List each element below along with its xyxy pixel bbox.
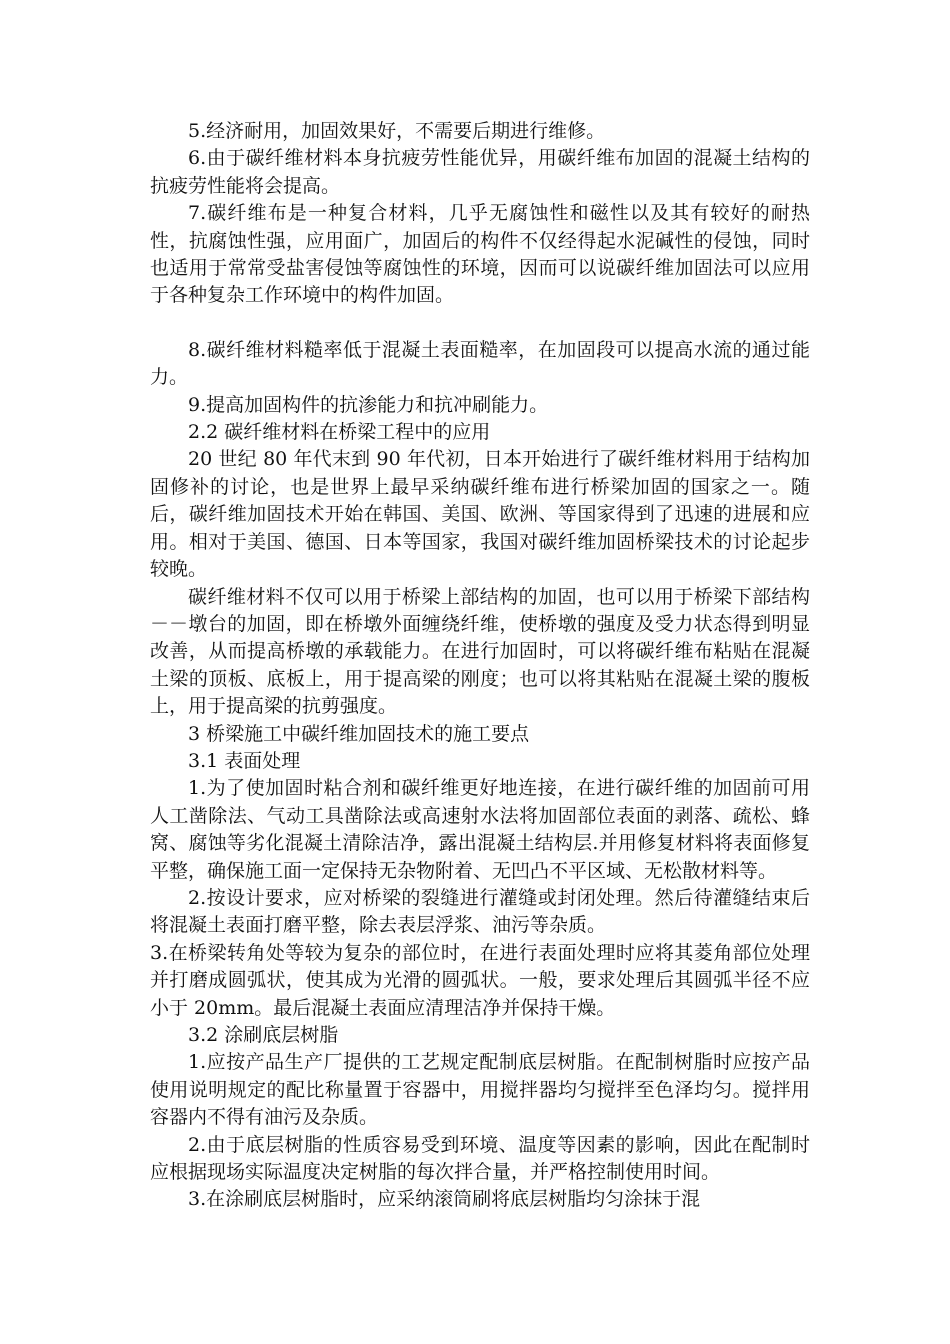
paragraph-resin-2: 2.由于底层树脂的性质容易受到环境、温度等因素的影响，因此在配制时应根据现场实际温度决定树脂的每次拌合量，并严格控制使用时间。 [150, 1133, 810, 1184]
section-heading-3: 3 桥梁施工中碳纤维加固技术的施工要点 [188, 722, 530, 745]
paragraph-resin-3: 3.在涂刷底层树脂时，应采纳滚筒刷将底层树脂均匀涂抹于混 [188, 1188, 701, 1211]
paragraph-surface-3: 3.在桥梁转角处等较为复杂的部位时，在进行表面处理时应将其菱角部位处理并打磨成圆弧状，使其成为光滑的圆弧状。一般，要求处理后其圆弧半径不应小于 20mm。最后混凝土表面应清理洁净并保持干燥。 [150, 941, 810, 1019]
paragraph-spacer [150, 310, 810, 337]
paragraph-surface-2: 2.按设计要求，应对桥梁的裂缝进行灌缝或封闭处理。然后待灌缝结束后将混凝土表面打磨平整，除去表层浮浆、油污等杂质。 [150, 886, 810, 937]
paragraph-surface-1: 1.为了使加固时粘合剂和碳纤维更好地连接，在进行碳纤维的加固前可用人工凿除法、气动工具凿除法或高速射水法将加固部位表面的剥落、疏松、蜂窝、腐蚀等劣化混凝土清除洁净，露出混凝土结构层.并用修复材料将表面修复平整，确保施工面一定保持无杂物附着、无凹凸不平区域、无松散材料等。 [150, 777, 810, 882]
paragraph-resin-1: 1.应按产品生产厂提供的工艺规定配制底层树脂。在配制树脂时应按产品使用说明规定的配比称量置于容器中，用搅拌器均匀搅拌至色泽均匀。搅拌用容器内不得有油污及杂质。 [150, 1051, 810, 1129]
paragraph-item-9: 9.提高加固构件的抗渗能力和抗冲刷能力。 [188, 393, 549, 416]
paragraph-item-7: 7.碳纤维布是一种复合材料，几乎无腐蚀性和磁性以及其有较好的耐热性，抗腐蚀性强，应用面广，加固后的构件不仅经得起水泥碱性的侵蚀，同时也适用于常常受盐害侵蚀等腐蚀性的环境，因而可以说碳纤维加固法可以应用于各种复杂工作环境中的构件加固。 [150, 202, 810, 307]
section-heading-2-2: 2.2 碳纤维材料在桥梁工程中的应用 [188, 421, 491, 444]
document-body [150, 118, 810, 1214]
paragraph-item-6: 6.由于碳纤维材料本身抗疲劳性能优异，用碳纤维布加固的混凝土结构的抗疲劳性能将会提高。 [150, 147, 810, 197]
paragraph-item-8: 8.碳纤维材料糙率低于混凝土表面糙率，在加固段可以提高水流的通过能力。 [150, 338, 810, 389]
section-heading-3-1: 3.1 表面处理 [188, 749, 301, 772]
section-heading-3-2: 3.2 涂刷底层树脂 [188, 1024, 339, 1046]
paragraph-history: 20 世纪 80 年代末到 90 年代初，日本开始进行了碳纤维材料用于结构加固修补的讨论，也是世界上最早采纳碳纤维布进行桥梁加固的国家之一。随后，碳纤维加固技术开始在韩国、美国、欧洲、等国家得到了迅速的进展和应用。相对于美国、德国、日本等国家，我国对碳纤维加固桥梁技术的讨论起步较晚。 [150, 448, 810, 581]
paragraph-applications: 碳纤维材料不仅可以用于桥梁上部结构的加固，也可以用于桥梁下部结构－－墩台的加固，即在桥墩外面缠绕纤维，使桥墩的强度及受力状态得到明显改善，从而提高桥墩的承载能力。在进行加固时，可以将碳纤维布粘贴在混凝土梁的顶板、底板上，用于提高梁的刚度；也可以将其粘贴在混凝土梁的腹板上，用于提高梁的抗剪强度。 [150, 585, 810, 718]
paragraph-item-5: 5.经济耐用，加固效果好，不需要后期进行维修。 [188, 120, 606, 142]
